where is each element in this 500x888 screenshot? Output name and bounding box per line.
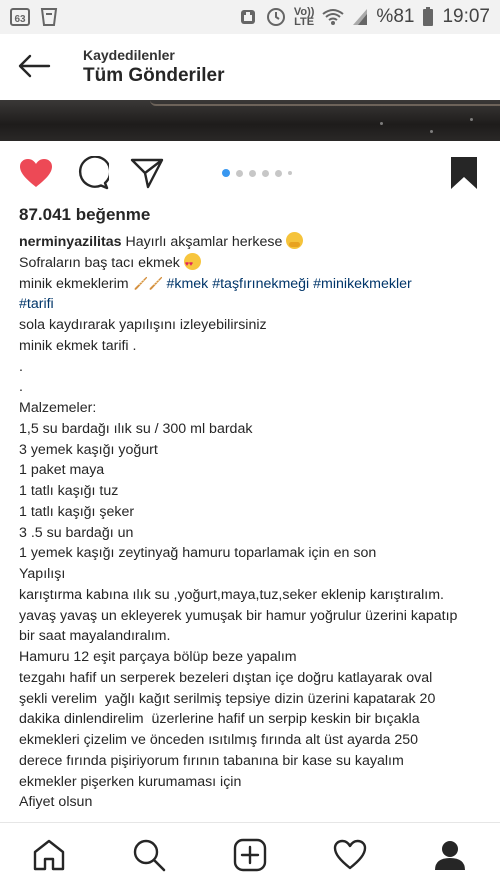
home-icon: [32, 838, 66, 872]
caption-line: şekli verelim yağlı kağıt serilmiş tepsiye dizin üzerini kapatarak 20: [19, 690, 436, 707]
page-title: Tüm Gönderiler: [83, 65, 225, 86]
notification-badge-icon: [10, 7, 32, 27]
status-left: [10, 7, 58, 27]
screenshot-icon: [40, 7, 58, 27]
caption-line: 3 yemek kaşığı yoğurt: [19, 441, 158, 458]
caption-line: karıştırma kabına ılık su ,yoğurt,maya,tuz,seker eklenip karıştıralım.: [19, 586, 444, 603]
caption-line: .: [19, 358, 23, 375]
caption-text: Sofraların baş tacı ekmek: [19, 254, 184, 271]
caption-line: 1 yemek kaşığı zeytinyağ hamuru toparlamak için en son: [19, 545, 377, 562]
hashtag-link[interactable]: #tarifi: [19, 296, 54, 313]
carousel-dot: [262, 170, 269, 177]
hashtag-link[interactable]: #taşfırınekmeği: [212, 275, 310, 292]
caption-line: Hamuru 12 eşit parçaya bölüp beze yapalım: [19, 649, 297, 665]
status-bar: [0, 0, 500, 34]
nav-home[interactable]: [31, 837, 67, 873]
save-button[interactable]: [446, 155, 482, 191]
wifi-icon: [322, 8, 344, 26]
caption-line: yavaş yavaş un ekleyerek yumuşak bir hamur yoğrulur üzerini kapatıp: [19, 607, 458, 624]
caption-line: tezgahı hafif un serperek bezeleri dıştan içe doğru katlayarak oval: [19, 669, 433, 686]
caption-line: ekmekleri çizelim ve önceden ısıtılmış fırında alt üst ayarda 250: [19, 732, 419, 748]
profile-icon: [433, 838, 467, 872]
status-right: [238, 6, 490, 28]
nav-activity[interactable]: [332, 837, 368, 873]
nav-search[interactable]: [131, 837, 167, 873]
activity-heart-icon: [333, 839, 367, 871]
caption-line: dakika dinlendirelim üzerlerine hafif un serpip keskin bir bıçakla: [19, 711, 420, 728]
likes-count[interactable]: 87.041 beğenme: [19, 205, 151, 224]
back-arrow-icon: [17, 54, 51, 78]
battery-percent: %81: [376, 6, 415, 27]
like-button[interactable]: [18, 155, 54, 191]
heart-filled-icon: [19, 158, 53, 188]
post-caption: [19, 232, 485, 813]
image-detail: [430, 130, 433, 133]
new-post-icon: [233, 838, 267, 872]
caption-line: bir saat mayalandıralım.: [19, 628, 171, 645]
status-time: 19:07: [442, 6, 490, 27]
baguette-emoji-icon: [148, 275, 163, 290]
post-image[interactable]: [0, 100, 500, 141]
volte-icon: Vo)) LTE: [293, 6, 315, 28]
clock-icon: [266, 7, 286, 27]
send-icon: [130, 157, 164, 189]
hugging-face-emoji-icon: [286, 232, 303, 249]
caption-line: Malzemeler:: [19, 400, 97, 416]
caption-text: minik ekmeklerim: [19, 275, 133, 292]
caption-line: Yapılışı: [19, 566, 66, 582]
caption-line: 1 paket maya: [19, 462, 105, 479]
carousel-dot: [236, 170, 243, 177]
header-subtitle: Kaydedilenler: [83, 47, 175, 63]
hashtag-link[interactable]: #kmek: [166, 275, 209, 292]
signal-icon: [352, 8, 368, 26]
caption-line: .: [19, 379, 23, 396]
carousel-dot: [275, 170, 282, 177]
heart-eyes-emoji-icon: [184, 253, 201, 270]
caption-line: minik ekmek tarifi .: [19, 337, 137, 354]
nav-profile[interactable]: [432, 837, 468, 873]
caption-username[interactable]: nerminyazilitas: [19, 234, 122, 250]
image-detail: [380, 122, 383, 125]
image-detail: [150, 100, 500, 106]
share-button[interactable]: [129, 155, 165, 191]
caption-line: derece fırında pişiriyorum fırının tabanına bir kase su kayalım: [19, 752, 404, 769]
app-header: [0, 34, 500, 100]
search-icon: [132, 838, 166, 872]
caption-text: Hayırlı akşamlar herkese: [121, 234, 287, 250]
notification-badge-count: 63: [14, 14, 26, 25]
carousel-indicator: [222, 169, 292, 177]
bookmark-filled-icon: [449, 156, 479, 190]
bottom-navigation: [0, 822, 500, 888]
hashtag-link[interactable]: #minikekmekler: [313, 275, 412, 292]
carousel-dot: [288, 171, 292, 175]
image-detail: [470, 118, 473, 121]
carousel-dot: [249, 170, 256, 177]
back-button[interactable]: [14, 48, 54, 84]
caption-line: 1,5 su bardağı ılık su / 300 ml bardak: [19, 420, 253, 437]
caption-line: 1 tatlı kaşığı tuz: [19, 483, 119, 499]
caption-line: 3 .5 su bardağı un: [19, 524, 134, 541]
alarm-icon: [238, 7, 258, 27]
comment-button[interactable]: [74, 155, 110, 191]
caption-line: sola kaydırarak yapılışını izleyebilirsiniz: [19, 317, 267, 333]
caption-line: ekmekler pişerken kurumaması için: [19, 773, 242, 790]
caption-line: Afiyet olsun: [19, 794, 93, 811]
post-actions: [0, 150, 500, 196]
caption-line: 1 tatlı kaşığı şeker: [19, 503, 135, 520]
battery-icon: [422, 7, 434, 27]
baguette-emoji-icon: [133, 275, 148, 290]
nav-new-post[interactable]: [232, 837, 268, 873]
carousel-dot: [222, 169, 230, 177]
comment-icon: [75, 156, 109, 190]
